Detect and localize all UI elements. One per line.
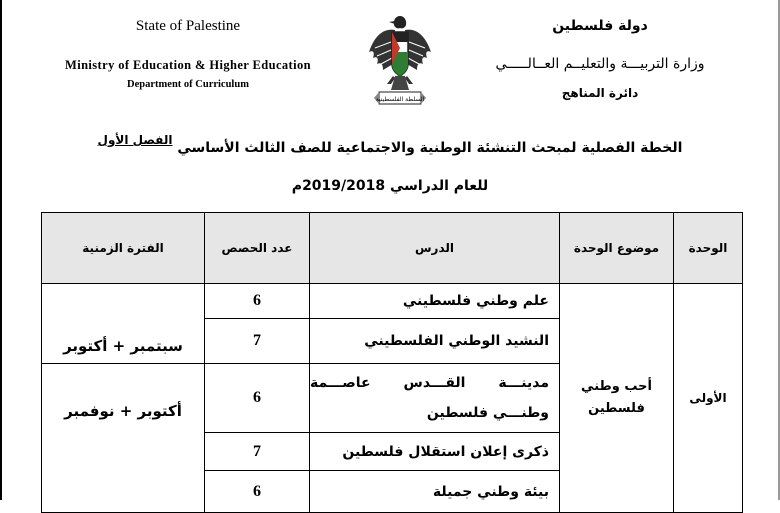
count-row-2: 7 xyxy=(204,318,310,364)
ministry-name-en: Ministry of Education & Higher Education xyxy=(65,58,311,72)
period-cell-1: سبتمبر + أكتوبر xyxy=(41,283,205,364)
ministry-name-ar: وزارة التربيـــة والتعليــم العــالـــــي xyxy=(495,56,705,72)
count-row-4: 7 xyxy=(204,432,310,471)
plan-title xyxy=(0,133,780,156)
col-header-count: عدد الحصص xyxy=(204,212,310,284)
lesson-row-3: مدينـــة القـــدس عاصـــمة وطنـــي فلسطين xyxy=(309,363,560,433)
col-header-period: الفترة الزمنية xyxy=(41,212,205,284)
semester-plan-table xyxy=(41,212,743,512)
lesson-row-1: علم وطني فلسطيني xyxy=(309,283,560,319)
count-row-1: 6 xyxy=(204,283,310,319)
lesson-row-2: النشيد الوطني الفلسطيني xyxy=(309,318,560,364)
unit-cell: الأولى xyxy=(673,283,743,513)
palestine-eagle-emblem-icon xyxy=(365,12,435,112)
count-row-5: 6 xyxy=(204,470,310,513)
academic-year: للعام الدراسي 2019/2018م xyxy=(291,178,489,194)
department-name-en: Department of Curriculum xyxy=(127,79,249,90)
count-row-3: 6 xyxy=(204,363,310,433)
col-header-lesson: الدرس xyxy=(309,212,560,284)
col-header-unit: الوحدة xyxy=(673,212,743,284)
department-name-ar: دائرة المناهج xyxy=(561,86,639,100)
period-cell-2: أكتوبر + نوفمبر xyxy=(41,363,205,513)
term-label: الفصل الأول xyxy=(97,133,173,147)
col-header-topic: موضوع الوحدة xyxy=(559,212,674,284)
emblem-caption: السلطة الفلسطينية xyxy=(375,96,425,103)
state-name-ar: دولة فلسطين xyxy=(552,18,648,34)
state-name-en: State of Palestine xyxy=(135,18,241,34)
topic-cell: أحب وطني فلسطين xyxy=(559,283,674,513)
plan-title-text: الخطة الفصلية لمبحث التنشئة الوطنية والاجتماعية للصف الثالث الأساسي xyxy=(177,140,683,156)
lesson-row-5: بيئة وطني جميلة xyxy=(309,470,560,513)
lesson-row-4: ذكرى إعلان استقلال فلسطين xyxy=(309,432,560,471)
page-left-border xyxy=(0,0,2,500)
